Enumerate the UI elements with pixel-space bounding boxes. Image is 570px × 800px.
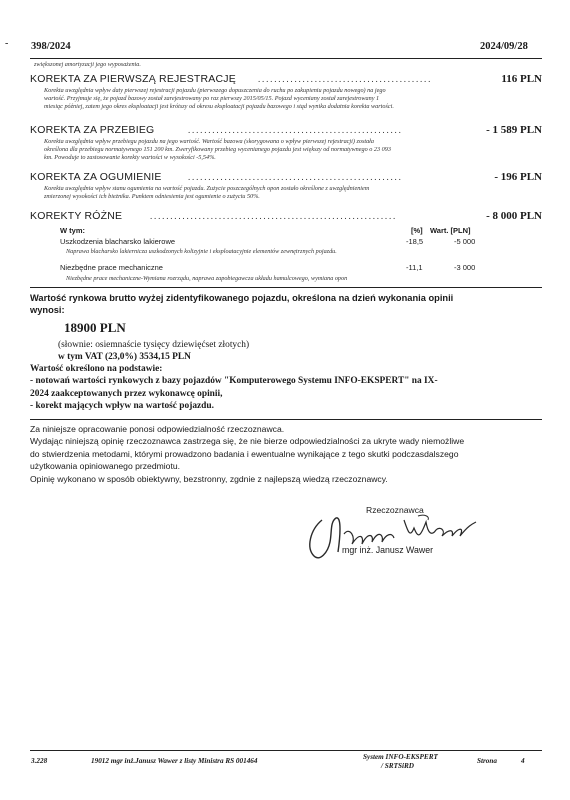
basis-title: Wartość określono na podstawie: <box>30 364 163 374</box>
margin-mark: - <box>5 38 9 49</box>
footer-system-line1: System INFO-EKSPERT <box>363 753 438 761</box>
dot-leader: ........................................... <box>258 74 433 84</box>
description-line: Korekta uwzględnia wpływ przebiegu pojazdu na jego wartość. Wartość bazowa (skorygowana o wpływ pierwszej rejestracji) została <box>44 138 374 145</box>
signature-role: Rzeczoznawca <box>366 505 424 515</box>
table-row-percent: -18,5 <box>406 237 424 246</box>
dot-leader: ..................................................... <box>188 125 403 135</box>
dot-leader: ............................................................. <box>150 211 398 221</box>
table-row-name: Niezbędne prace mechaniczne <box>60 263 163 272</box>
section-title: KOREKTA ZA PRZEBIEG <box>30 124 155 136</box>
column-header-percent: [%] <box>411 226 423 235</box>
footer-page-number: 4 <box>521 757 525 765</box>
closing-line: Wydając niniejszą opinię rzeczoznawca zastrzega się, że nie bierze odpowiedzialności za ukryte wady niemożliwe <box>30 436 465 447</box>
closing-line: do stwierdzenia metodami, którymi prowadzono badania i ewentualne wynikające z tego skutki podczasdalszego <box>30 448 459 459</box>
market-value-block <box>30 292 542 364</box>
footer-page-label: Strona <box>477 757 497 765</box>
closing-line: Opinię wykonano w sposób obiektywny, bezstronny, zgdnie z najlepszą wiedzą rzeczoznawcy. <box>30 473 388 484</box>
market-value-amount: 18900 PLN <box>64 320 126 335</box>
closing-line: Za niniejsze opracowanie ponosi odpowiedzialność rzeczoznawca. <box>30 424 285 434</box>
market-value-text-end: wynosi: <box>30 305 65 315</box>
section-title: KOREKTY RÓŻNE <box>30 210 123 222</box>
section-amount: - 8 000 PLN <box>486 210 542 222</box>
valuation-basis-block <box>30 363 542 413</box>
header-rule <box>30 58 542 59</box>
table-row-note: Niezbędne prace mechaniczne-Wymiana rozrządu, naprawa zapobiegawcza układu hamulcowego, wymiana opon <box>66 275 348 282</box>
description-line: Korekta uwzględnia wpływ daty pierwszej rejestracji pojazdu (pierwszego dopuszczenia do ruchu po zakupieniu pojazdu nowego) na jego <box>44 87 386 94</box>
document-number: 398/2024 <box>31 41 71 52</box>
footer-rule <box>30 750 542 751</box>
description-line: zmierzonej wysokości ich bieżnika. Punktem odniesienia jest ogumienie o zużyciu 50%. <box>44 193 260 201</box>
signature-name: mgr inż. Janusz Wawer <box>342 545 434 555</box>
table-row-name: Uszkodzenia blacharsko lakierowe <box>60 237 176 246</box>
section-amount: 116 PLN <box>501 73 542 85</box>
top-note: zwiększonej amortyzacji jego wyposażenia. <box>34 61 141 68</box>
table-label: W tym: <box>60 226 85 235</box>
footer-system-line2: / SRTSiRD <box>381 762 414 770</box>
market-value-text: Wartość rynkowa brutto wyżej zidentyfikowanego pojazdu, określona na dzień wykonania opinii <box>30 293 454 303</box>
section-rule <box>30 419 542 420</box>
basis-line: 2024 zaakceptowanych przez wykonawcę opinii, <box>30 388 223 399</box>
section-title: KOREKTA ZA OGUMIENIE <box>30 171 162 183</box>
description-line: km. Powoduje to zastosowanie korekty wartości w wysokości -5,54%. <box>44 154 216 162</box>
document-date: 2024/09/28 <box>480 41 528 52</box>
section-amount: - 196 PLN <box>494 171 542 183</box>
section-description <box>44 185 542 201</box>
footer-expert: 19012 mgr inż.Janusz Wawer z listy Ministra RS 001464 <box>91 757 258 765</box>
description-line: wartość. Przyjmuje się, że pojazd bazowy został zarejestrowany po raz pierwszy 2015/05/15. Pojazd wyceniany został zarejestrowany 1 <box>44 95 380 103</box>
table-row-value: -5 000 <box>454 237 476 246</box>
section-rule <box>30 287 542 288</box>
description-line: miesiąc później, zatem jego okres eksploatacji jest krótszy od okresu eksploatacji pojazdu bazowego i stąd wynika dodatnia korekta wartości. <box>44 103 394 111</box>
section-amount: - 1 589 PLN <box>486 124 542 136</box>
column-header-value: Wart. [PLN] <box>430 226 471 235</box>
misc-corrections-table <box>30 226 542 288</box>
description-line: określona dla przebiegu normatywnego 151 200 km. Zweryfikowany przebieg wycenianego pojazdu jest większy od normatywnego o 23 093 <box>44 146 391 154</box>
table-row-value: -3 000 <box>454 263 476 272</box>
dot-leader: ..................................................... <box>188 172 403 182</box>
closing-line: użytkowania opiniowanego przedmiotu. <box>30 461 181 472</box>
section-description <box>44 87 542 112</box>
basis-line: - korekt mających wpływ na wartość pojazdu. <box>30 401 214 412</box>
footer-version: 3.228 <box>31 757 48 765</box>
table-row-percent: -11,1 <box>406 263 423 272</box>
table-row-note: Naprawa blacharsko lakiernicza uszkodzonych kolizyjnie i eksploatacyjnie elementów zewnętrznych pojazdu. <box>66 248 337 255</box>
section-description <box>44 138 542 163</box>
basis-line: - notowań wartości rynkowych z bazy pojazdów "Komputerowego Systemu INFO-EKSPERT" na IX- <box>30 376 438 387</box>
section-title: KOREKTA ZA PIERWSZĄ REJESTRACJĘ <box>30 73 236 85</box>
market-value-words: (słownie: osiemnaście tysięcy dziewięćset złotych) <box>58 340 250 350</box>
closing-statements <box>30 423 542 485</box>
market-value-vat: w tym VAT (23,0%) 3534,15 PLN <box>58 352 191 363</box>
description-line: Korekta uwzględnia wpływ stanu ogumienia na wartość pojazdu. Zużycie poszczególnych opon zostało określone z uwzględnieniem <box>44 185 370 192</box>
